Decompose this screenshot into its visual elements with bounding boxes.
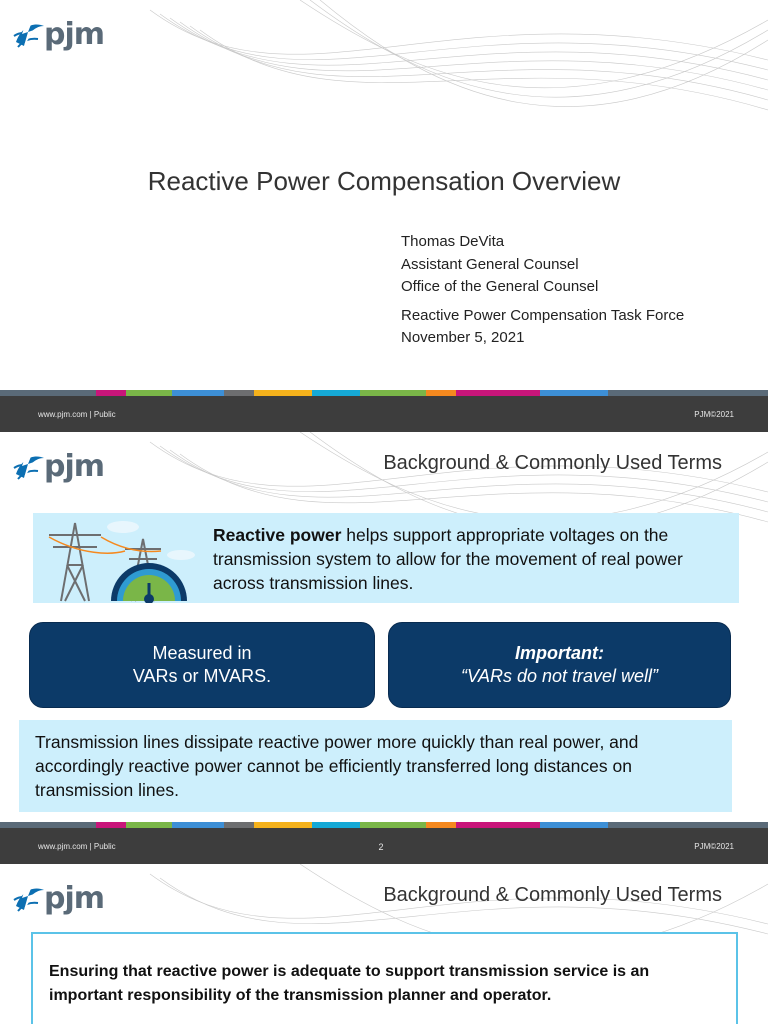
pjm-logo (12, 881, 105, 916)
presenter-role: Assistant General Counsel (401, 255, 579, 273)
dissipation-note: Transmission lines dissipate reactive power more quickly than real power, and accordingly reactive power cannot be efficiently transferred long distances on transmission lines. (19, 720, 732, 812)
presentation-title: Reactive Power Compensation Overview (147, 166, 621, 196)
responsibility-callout: Ensuring that reactive power is adequate to support transmission service is an important responsibility of the transmission planner and operator. (31, 932, 738, 1024)
slide-heading: Background & Commonly Used Terms (383, 452, 722, 474)
presenter-block (401, 231, 684, 350)
wave-lines-decoration (0, 0, 768, 160)
important-box (388, 622, 731, 708)
background-slide-continued (0, 864, 768, 1024)
reactive-power-description: helps support appropriate voltages on the transmission system to allow for the movement of real power across transmission lines. (213, 525, 683, 593)
pjm-swoosh-icon (12, 20, 46, 50)
measured-in-box (29, 622, 375, 708)
footer-website: www.pjm.com | Public (38, 410, 116, 419)
slide-heading: Background & Commonly Used Terms (383, 884, 722, 906)
pjm-swoosh-icon (12, 884, 46, 914)
pjm-logo (12, 449, 105, 484)
pjm-logo (12, 17, 105, 52)
title-slide (0, 0, 768, 432)
footer-website: www.pjm.com | Public (38, 842, 116, 851)
pjm-swoosh-icon (12, 452, 46, 482)
background-slide (0, 432, 768, 864)
slide-footer (0, 828, 768, 864)
slide-footer (0, 396, 768, 432)
reactive-power-definition (213, 523, 723, 595)
footer-copyright: PJM©2021 (694, 410, 734, 419)
footer-copyright: PJM©2021 (694, 842, 734, 851)
pjm-logo-text: pjm (44, 881, 105, 916)
meeting-date: November 5, 2021 (401, 329, 525, 346)
transmission-tower-icon (41, 515, 211, 603)
pjm-logo-text: pjm (44, 17, 105, 52)
reactive-power-term: Reactive power (213, 525, 342, 545)
presenter-office: Office of the General Counsel (401, 278, 599, 295)
pjm-logo-text: pjm (44, 449, 105, 484)
measured-units: VARs or MVARS. (132, 666, 272, 686)
important-label: Important: (515, 643, 604, 663)
page-number: 2 (378, 842, 384, 852)
important-quote: “VARs do not travel well” (460, 666, 659, 686)
presenter-name: Thomas DeVita (401, 233, 505, 250)
meeting-name: Reactive Power Compensation Task Force (401, 306, 685, 324)
reactive-power-definition-box (33, 513, 739, 603)
measured-in-label: Measured in (152, 643, 252, 663)
